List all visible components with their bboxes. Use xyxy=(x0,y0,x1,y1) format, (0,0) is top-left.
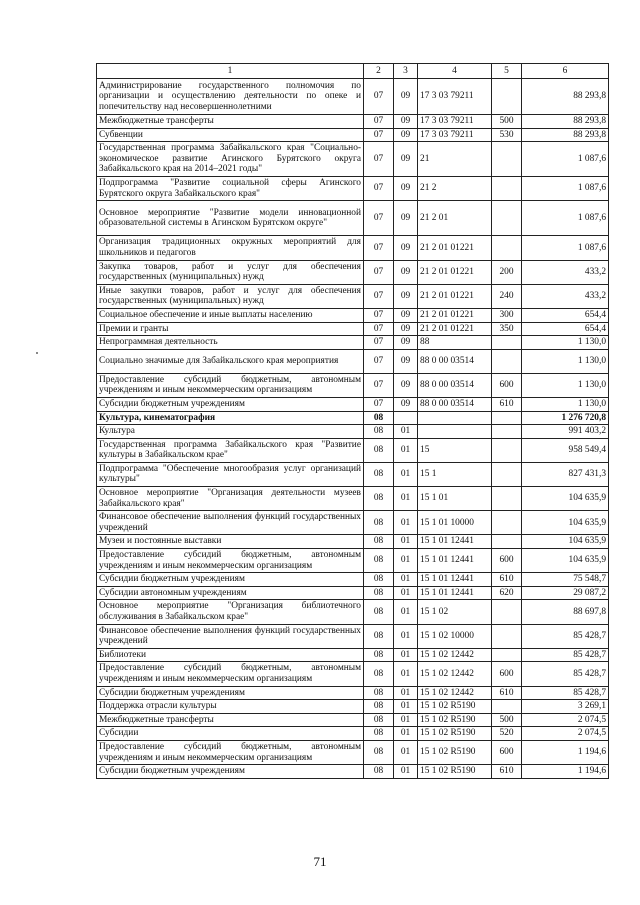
row-name-cell: Организация традиционных окружных мероприятий для школьников и педагогов xyxy=(97,236,364,260)
row-name-cell: Социальное обеспечение и иные выплаты населению xyxy=(97,308,364,322)
row-target-article-cell: 21 xyxy=(418,142,492,177)
row-subsection-cell: 01 xyxy=(394,586,418,600)
table-row xyxy=(97,727,609,741)
row-target-article-cell: 15 1 02 12442 xyxy=(418,686,492,700)
row-amount-cell: 75 548,7 xyxy=(522,573,609,587)
table-row xyxy=(97,511,609,535)
row-expense-type-cell: 620 xyxy=(492,586,522,600)
row-expense-type-cell xyxy=(492,600,522,624)
row-amount-cell: 88 697,8 xyxy=(522,600,609,624)
row-target-article-cell: 15 1 01 12441 xyxy=(418,586,492,600)
row-expense-type-cell: 300 xyxy=(492,308,522,322)
row-expense-type-cell: 500 xyxy=(492,713,522,727)
row-amount-cell: 104 635,9 xyxy=(522,487,609,511)
row-name-cell: Субсидии автономным учреждениям xyxy=(97,586,364,600)
row-amount-cell: 2 074,5 xyxy=(522,713,609,727)
row-subsection-cell: 09 xyxy=(394,308,418,322)
row-amount-cell: 654,4 xyxy=(522,308,609,322)
row-subsection-cell: 01 xyxy=(394,549,418,573)
row-name-cell: Подпрограмма "Развитие социальной сферы Агинского Бурятского округа Забайкальского края" xyxy=(97,177,364,201)
table-row xyxy=(97,549,609,573)
row-amount-cell: 1 194,6 xyxy=(522,740,609,764)
row-amount-cell: 85 428,7 xyxy=(522,648,609,662)
row-section-cell: 07 xyxy=(364,79,394,115)
row-subsection-cell: 01 xyxy=(394,727,418,741)
table-row xyxy=(97,487,609,511)
table-row xyxy=(97,142,609,177)
row-name-cell: Субсидии бюджетным учреждениям xyxy=(97,397,364,411)
row-name-cell: Поддержка отрасли культуры xyxy=(97,700,364,714)
row-target-article-cell: 15 1 01 12441 xyxy=(418,549,492,573)
row-expense-type-cell: 610 xyxy=(492,686,522,700)
row-name-cell: Государственная программа Забайкальского края "Социально-экономическое развитие Агинского Бурятского округа Забайкальского края на 2014–2021 годы" xyxy=(97,142,364,177)
row-section-cell: 07 xyxy=(364,349,394,373)
table-row xyxy=(97,236,609,260)
row-subsection-cell: 01 xyxy=(394,765,418,779)
row-name-cell: Субвенции xyxy=(97,128,364,142)
row-name-cell: Субсидии бюджетным учреждениям xyxy=(97,573,364,587)
row-subsection-cell: 09 xyxy=(394,349,418,373)
row-section-cell: 08 xyxy=(364,549,394,573)
row-expense-type-cell xyxy=(492,236,522,260)
scan-speck xyxy=(36,352,38,354)
row-target-article-cell: 15 1 02 12442 xyxy=(418,662,492,686)
table-row xyxy=(97,573,609,587)
row-target-article-cell: 15 1 02 xyxy=(418,600,492,624)
row-section-cell: 07 xyxy=(364,128,394,142)
row-name-cell: Основное мероприятие "Организация деятельности музеев Забайкальского края" xyxy=(97,487,364,511)
row-subsection-cell: 01 xyxy=(394,573,418,587)
row-amount-cell: 958 549,4 xyxy=(522,438,609,462)
row-amount-cell: 2 074,5 xyxy=(522,727,609,741)
row-target-article-cell: 15 1 01 12441 xyxy=(418,535,492,549)
row-expense-type-cell xyxy=(492,201,522,236)
row-subsection-cell: 09 xyxy=(394,236,418,260)
row-target-article-cell: 15 1 02 R5190 xyxy=(418,713,492,727)
header-col-4: 4 xyxy=(418,64,492,79)
row-name-cell: Библиотеки xyxy=(97,648,364,662)
row-target-article-cell: 21 2 xyxy=(418,177,492,201)
row-section-cell: 08 xyxy=(364,600,394,624)
row-section-cell: 08 xyxy=(364,425,394,439)
row-amount-cell: 85 428,7 xyxy=(522,686,609,700)
row-subsection-cell: 01 xyxy=(394,511,418,535)
row-expense-type-cell: 600 xyxy=(492,373,522,397)
table-row xyxy=(97,535,609,549)
row-section-cell: 08 xyxy=(364,438,394,462)
table-header-row xyxy=(97,64,609,79)
row-target-article-cell: 21 2 01 01221 xyxy=(418,260,492,284)
row-expense-type-cell xyxy=(492,425,522,439)
row-expense-type-cell: 600 xyxy=(492,662,522,686)
row-section-cell: 08 xyxy=(364,686,394,700)
row-target-article-cell: 15 1 01 xyxy=(418,487,492,511)
row-subsection-cell: 01 xyxy=(394,624,418,648)
table-row xyxy=(97,686,609,700)
row-amount-cell: 88 293,8 xyxy=(522,128,609,142)
row-amount-cell: 1 087,6 xyxy=(522,177,609,201)
row-expense-type-cell: 530 xyxy=(492,128,522,142)
row-section-cell: 08 xyxy=(364,511,394,535)
row-name-cell: Субсидии xyxy=(97,727,364,741)
table-row xyxy=(97,322,609,336)
row-section-cell: 08 xyxy=(364,586,394,600)
row-target-article-cell: 21 2 01 01221 xyxy=(418,322,492,336)
table-row xyxy=(97,336,609,350)
table-row xyxy=(97,462,609,486)
row-target-article-cell: 21 2 01 01221 xyxy=(418,308,492,322)
row-name-cell: Культура xyxy=(97,425,364,439)
row-name-cell: Финансовое обеспечение выполнения функций государственных учреждений xyxy=(97,511,364,535)
row-amount-cell: 1 276 720,8 xyxy=(522,411,609,425)
row-amount-cell: 827 431,3 xyxy=(522,462,609,486)
row-expense-type-cell xyxy=(492,648,522,662)
row-subsection-cell: 09 xyxy=(394,284,418,308)
row-name-cell: Субсидии бюджетным учреждениям xyxy=(97,686,364,700)
table-row xyxy=(97,425,609,439)
row-target-article-cell: 15 xyxy=(418,438,492,462)
row-amount-cell: 88 293,8 xyxy=(522,79,609,115)
row-name-cell: Социально значимые для Забайкальского края мероприятия xyxy=(97,349,364,373)
row-subsection-cell: 01 xyxy=(394,686,418,700)
table-row xyxy=(97,765,609,779)
row-section-cell: 07 xyxy=(364,115,394,129)
row-name-cell: Межбюджетные трансферты xyxy=(97,115,364,129)
row-target-article-cell: 88 0 00 03514 xyxy=(418,397,492,411)
row-section-cell: 07 xyxy=(364,373,394,397)
row-amount-cell: 654,4 xyxy=(522,322,609,336)
row-section-cell: 08 xyxy=(364,727,394,741)
row-subsection-cell: 01 xyxy=(394,462,418,486)
row-expense-type-cell: 350 xyxy=(492,322,522,336)
row-amount-cell: 991 403,2 xyxy=(522,425,609,439)
row-section-cell: 08 xyxy=(364,411,394,425)
row-target-article-cell: 15 1 xyxy=(418,462,492,486)
row-expense-type-cell: 500 xyxy=(492,115,522,129)
row-expense-type-cell xyxy=(492,487,522,511)
row-subsection-cell: 09 xyxy=(394,115,418,129)
row-target-article-cell: 17 3 03 79211 xyxy=(418,115,492,129)
row-amount-cell: 433,2 xyxy=(522,260,609,284)
row-name-cell: Государственная программа Забайкальского края "Развитие культуры в Забайкальском крае" xyxy=(97,438,364,462)
row-section-cell: 08 xyxy=(364,535,394,549)
row-name-cell: Непрограммная деятельность xyxy=(97,336,364,350)
row-amount-cell: 29 087,2 xyxy=(522,586,609,600)
row-section-cell: 08 xyxy=(364,462,394,486)
row-expense-type-cell: 610 xyxy=(492,573,522,587)
row-section-cell: 08 xyxy=(364,740,394,764)
row-section-cell: 07 xyxy=(364,336,394,350)
row-expense-type-cell: 240 xyxy=(492,284,522,308)
table-row xyxy=(97,115,609,129)
row-subsection-cell: 01 xyxy=(394,425,418,439)
row-target-article-cell xyxy=(418,425,492,439)
table-row xyxy=(97,397,609,411)
row-name-cell: Финансовое обеспечение выполнения функций государственных учреждений xyxy=(97,624,364,648)
row-target-article-cell: 88 0 00 03514 xyxy=(418,373,492,397)
table-row xyxy=(97,713,609,727)
row-section-cell: 07 xyxy=(364,397,394,411)
row-section-cell: 07 xyxy=(364,260,394,284)
row-amount-cell: 1 087,6 xyxy=(522,201,609,236)
row-amount-cell: 104 635,9 xyxy=(522,535,609,549)
row-target-article-cell: 15 1 02 R5190 xyxy=(418,765,492,779)
row-expense-type-cell: 200 xyxy=(492,260,522,284)
table-row xyxy=(97,308,609,322)
row-expense-type-cell: 600 xyxy=(492,740,522,764)
row-target-article-cell xyxy=(418,411,492,425)
row-section-cell: 07 xyxy=(364,201,394,236)
table-row xyxy=(97,349,609,373)
row-subsection-cell: 09 xyxy=(394,177,418,201)
budget-table xyxy=(96,63,609,779)
table-row xyxy=(97,624,609,648)
row-name-cell: Основное мероприятие "Организация библиотечного обслуживания в Забайкальском крае" xyxy=(97,600,364,624)
row-name-cell: Закупка товаров, работ и услуг для обеспечения государственных (муниципальных) нужд xyxy=(97,260,364,284)
row-section-cell: 08 xyxy=(364,487,394,511)
row-subsection-cell: 01 xyxy=(394,700,418,714)
row-amount-cell: 85 428,7 xyxy=(522,624,609,648)
page-number: 71 xyxy=(313,854,327,869)
header-col-6: 6 xyxy=(522,64,609,79)
row-subsection-cell: 01 xyxy=(394,535,418,549)
row-subsection-cell: 01 xyxy=(394,740,418,764)
row-subsection-cell: 01 xyxy=(394,662,418,686)
row-section-cell: 08 xyxy=(364,662,394,686)
row-section-cell: 07 xyxy=(364,284,394,308)
row-expense-type-cell xyxy=(492,142,522,177)
row-section-cell: 08 xyxy=(364,765,394,779)
row-section-cell: 08 xyxy=(364,648,394,662)
row-expense-type-cell xyxy=(492,438,522,462)
table-row xyxy=(97,438,609,462)
row-name-cell: Предоставление субсидий бюджетным, автономным учреждениям и иным некоммерческим организациям xyxy=(97,740,364,764)
row-expense-type-cell xyxy=(492,535,522,549)
row-amount-cell: 1 130,0 xyxy=(522,336,609,350)
row-amount-cell: 104 635,9 xyxy=(522,549,609,573)
row-section-cell: 08 xyxy=(364,573,394,587)
row-amount-cell: 1 130,0 xyxy=(522,397,609,411)
row-section-cell: 08 xyxy=(364,700,394,714)
header-col-2: 2 xyxy=(364,64,394,79)
row-section-cell: 08 xyxy=(364,624,394,648)
row-section-cell: 07 xyxy=(364,142,394,177)
row-subsection-cell: 09 xyxy=(394,322,418,336)
row-name-cell: Субсидии бюджетным учреждениям xyxy=(97,765,364,779)
row-subsection-cell: 01 xyxy=(394,600,418,624)
row-name-cell: Музеи и постоянные выставки xyxy=(97,535,364,549)
row-name-cell: Иные закупки товаров, работ и услуг для обеспечения государственных (муниципальных) нужд xyxy=(97,284,364,308)
row-target-article-cell: 15 1 02 R5190 xyxy=(418,740,492,764)
row-subsection-cell: 01 xyxy=(394,648,418,662)
table-row xyxy=(97,586,609,600)
table-row xyxy=(97,128,609,142)
row-subsection-cell: 09 xyxy=(394,373,418,397)
row-amount-cell: 104 635,9 xyxy=(522,511,609,535)
table-row xyxy=(97,648,609,662)
row-section-cell: 07 xyxy=(364,177,394,201)
row-expense-type-cell xyxy=(492,511,522,535)
row-name-cell: Предоставление субсидий бюджетным, автономным учреждениям и иным некоммерческим организациям xyxy=(97,662,364,686)
row-amount-cell: 1 087,6 xyxy=(522,142,609,177)
row-target-article-cell: 21 2 01 01221 xyxy=(418,236,492,260)
row-subsection-cell: 09 xyxy=(394,201,418,236)
row-name-cell: Культура, кинематография xyxy=(97,411,364,425)
table-row xyxy=(97,284,609,308)
row-expense-type-cell xyxy=(492,700,522,714)
row-subsection-cell: 01 xyxy=(394,438,418,462)
table-row xyxy=(97,79,609,115)
row-amount-cell: 1 130,0 xyxy=(522,373,609,397)
row-subsection-cell: 09 xyxy=(394,336,418,350)
row-target-article-cell: 15 1 02 10000 xyxy=(418,624,492,648)
row-expense-type-cell: 610 xyxy=(492,765,522,779)
row-target-article-cell: 21 2 01 xyxy=(418,201,492,236)
row-name-cell: Премии и гранты xyxy=(97,322,364,336)
row-section-cell: 07 xyxy=(364,322,394,336)
row-amount-cell: 85 428,7 xyxy=(522,662,609,686)
row-name-cell: Администрирование государственного полномочия по организации и осуществлению деятельности по опеке и попечительству над несовершеннолетними xyxy=(97,79,364,115)
row-expense-type-cell xyxy=(492,79,522,115)
table-row xyxy=(97,662,609,686)
row-target-article-cell: 88 xyxy=(418,336,492,350)
table-row xyxy=(97,600,609,624)
row-amount-cell: 1 130,0 xyxy=(522,349,609,373)
row-name-cell: Межбюджетные трансферты xyxy=(97,713,364,727)
row-section-cell: 08 xyxy=(364,713,394,727)
row-amount-cell: 88 293,8 xyxy=(522,115,609,129)
table-row xyxy=(97,373,609,397)
table-row xyxy=(97,740,609,764)
table-row xyxy=(97,201,609,236)
row-target-article-cell: 15 1 02 R5190 xyxy=(418,727,492,741)
row-amount-cell: 433,2 xyxy=(522,284,609,308)
row-subsection-cell: 09 xyxy=(394,260,418,284)
row-amount-cell: 1 087,6 xyxy=(522,236,609,260)
row-expense-type-cell xyxy=(492,336,522,350)
row-expense-type-cell xyxy=(492,411,522,425)
table-row xyxy=(97,411,609,425)
row-expense-type-cell xyxy=(492,349,522,373)
row-expense-type-cell xyxy=(492,462,522,486)
row-target-article-cell: 21 2 01 01221 xyxy=(418,284,492,308)
row-section-cell: 07 xyxy=(364,236,394,260)
header-col-1: 1 xyxy=(97,64,364,79)
row-subsection-cell: 09 xyxy=(394,142,418,177)
row-expense-type-cell: 520 xyxy=(492,727,522,741)
header-col-5: 5 xyxy=(492,64,522,79)
row-subsection-cell: 09 xyxy=(394,79,418,115)
row-target-article-cell: 15 1 01 10000 xyxy=(418,511,492,535)
row-amount-cell: 3 269,1 xyxy=(522,700,609,714)
row-section-cell: 07 xyxy=(364,308,394,322)
row-expense-type-cell xyxy=(492,177,522,201)
table-row xyxy=(97,260,609,284)
row-target-article-cell: 15 1 02 R5190 xyxy=(418,700,492,714)
row-subsection-cell xyxy=(394,411,418,425)
row-target-article-cell: 88 0 00 03514 xyxy=(418,349,492,373)
row-target-article-cell: 17 3 03 79211 xyxy=(418,128,492,142)
row-target-article-cell: 15 1 02 12442 xyxy=(418,648,492,662)
table-row xyxy=(97,700,609,714)
row-name-cell: Основное мероприятие "Развитие модели инновационной образовательной системы в Агинском Бурятском округе" xyxy=(97,201,364,236)
row-subsection-cell: 09 xyxy=(394,397,418,411)
table-row xyxy=(97,177,609,201)
row-expense-type-cell xyxy=(492,624,522,648)
row-subsection-cell: 01 xyxy=(394,487,418,511)
row-name-cell: Предоставление субсидий бюджетным, автономным учреждениям и иным некоммерческим организациям xyxy=(97,373,364,397)
header-col-3: 3 xyxy=(394,64,418,79)
row-name-cell: Предоставление субсидий бюджетным, автономным учреждениям и иным некоммерческим организациям xyxy=(97,549,364,573)
row-name-cell: Подпрограмма "Обеспечение многообразия услуг организаций культуры" xyxy=(97,462,364,486)
row-subsection-cell: 01 xyxy=(394,713,418,727)
row-target-article-cell: 15 1 01 12441 xyxy=(418,573,492,587)
row-amount-cell: 1 194,6 xyxy=(522,765,609,779)
row-expense-type-cell: 610 xyxy=(492,397,522,411)
row-subsection-cell: 09 xyxy=(394,128,418,142)
row-target-article-cell: 17 3 03 79211 xyxy=(418,79,492,115)
row-expense-type-cell: 600 xyxy=(492,549,522,573)
